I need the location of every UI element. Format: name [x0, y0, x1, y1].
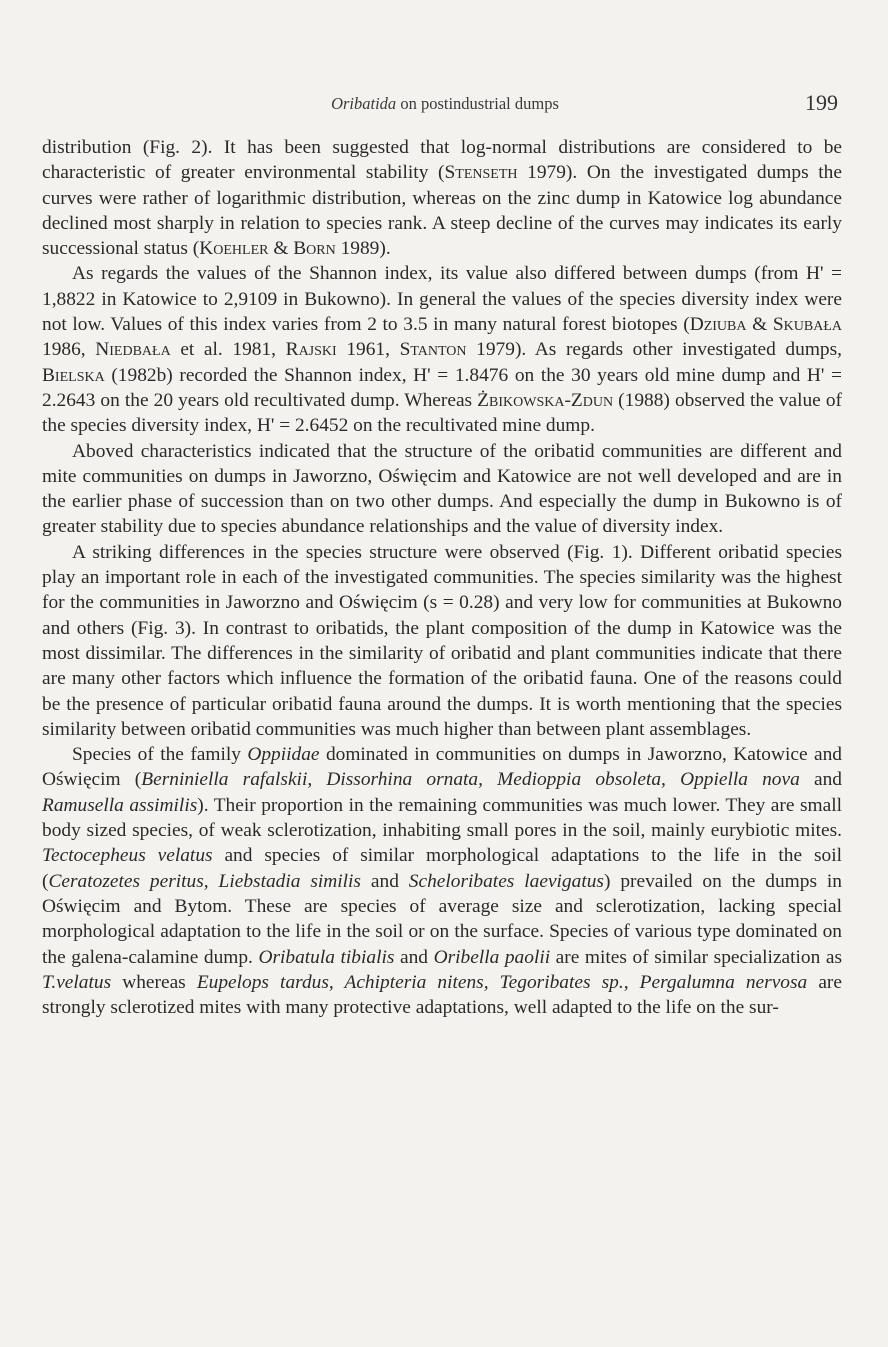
species-name: Scheloribates laevigatus — [408, 870, 604, 892]
paragraph-text: dominated in communities on dumps in Jaworzno, Katowice and Oświęcim ( — [42, 744, 842, 791]
running-title-text: on postindustrial dumps — [396, 94, 559, 113]
paragraph-text: are mites of similar specialization as — [550, 946, 842, 968]
species-name: Ceratozetes peritus, Liebstadia similis — [48, 870, 361, 892]
paragraph-text: Species of the family — [72, 744, 248, 766]
species-name: Tectocepheus velatus — [42, 845, 213, 867]
paragraph-text: are strongly sclerotized mites with many protective adaptations, well adapted to the life on the sur- — [42, 971, 843, 1019]
paragraph-text: A striking differences in the species structure were observed (Fig. 1). Different oribatid species play an important role in each of the investigated communities. The species similarity was the highest for the communities in Jaworzno and Oświęcim (s = 0.28) and very low for communities at Bukowno and others (Fig. 3). In contrast to oribatids, the plant composition of the dump in Katowice was the most dissimilar. The differences in the similarity of oribatid and plant communities indicate that there are many other factors which influence the formation of the oribatid fauna. One of the reasons could be the presence of particular oribatid fauna around the dumps. It is worth mentioning that the species similarity between oribatid communities was much higher than between plant assemblages. — [42, 541, 842, 740]
paragraph-text: and — [394, 946, 434, 968]
running-title — [42, 94, 848, 114]
paragraph-text: & — [746, 314, 773, 336]
author-citation: Bielska — [42, 364, 105, 386]
paragraph-text: and species of similar morphological adaptations to the life in the soil ( — [42, 845, 842, 892]
paragraph-text: ). Their proportion in the remaining communities was much lower. They are small body sized species, of weak sclerotization, inhabiting small pores in the soil, mainly eurybiotic mites. — [42, 794, 842, 842]
body-paragraph — [42, 540, 842, 742]
species-name: Berniniella rafalskii, Dissorhina ornata, Medioppia obsoleta, Oppiella nova — [141, 769, 800, 791]
paragraph-text: 1979). On the investigated dumps the curves were rather of logarithmic distribution, whereas on the zinc dump in Katowice log abundance declined most sharply in relation to species rank. A steep decline of the curves may indicates its early successional status ( — [42, 162, 842, 260]
paragraph-text: Aboved characteristics indicated that the structure of the oribatid communities are different and mite communities on dumps in Jaworzno, Oświęcim and Katowice are not well developed and are in the earlier phase of succession than on two other dumps. And especially the dump in Bukowno is of greater stability due to species abundance relationships and the value of diversity index. — [42, 440, 842, 538]
author-citation: Born — [293, 238, 336, 260]
paragraph-text: and — [360, 870, 409, 892]
author-citation: Dziuba — [689, 314, 747, 336]
article-body — [42, 135, 842, 1020]
page-header — [42, 90, 848, 120]
author-citation: Stenseth — [444, 162, 518, 184]
author-citation: Niedbała — [95, 339, 171, 361]
paragraph-text: (1982b) recorded the Shannon index, H' = 1.8476 on the 30 years old mine dump and H' = 2.2643 on the 20 years old recultivated dump. Whereas — [42, 364, 842, 411]
body-paragraph — [42, 742, 842, 1020]
page-number: 199 — [805, 90, 838, 115]
body-paragraph — [42, 135, 842, 261]
paragraph-text: 1986, — [42, 339, 96, 361]
author-citation: Skubała — [772, 314, 843, 336]
author-citation: Rajski — [285, 339, 337, 361]
paragraph-text: 1979). As regards other investigated dumps, — [466, 339, 842, 361]
paragraph-text: & — [268, 238, 294, 260]
species-name: Ramusella assimilis — [42, 794, 198, 816]
paragraph-text: As regards the values of the Shannon index, its value also differed between dumps (from H' = 1,8822 in Katowice to 2,9109 in Bukowno). In general the values of the species diversity index were not low. Values of this index varies from 2 to 3.5 in many natural forest biotopes ( — [42, 263, 842, 336]
species-name: T.velatus — [42, 971, 112, 993]
paragraph-text: (1988) observed the value of the species diversity index, H' = 2.6452 on the recultivated mine dump. — [42, 389, 842, 437]
running-title-taxon: Oribatida — [331, 94, 397, 113]
species-name: Eupelops tardus, Achipteria nitens, Tegoribates sp., Pergalumna nervosa — [196, 971, 808, 993]
author-citation: Stanton — [399, 339, 467, 361]
species-name: Oppiidae — [247, 744, 320, 766]
body-paragraph — [42, 439, 842, 540]
paragraph-text: whereas — [111, 971, 197, 993]
author-citation: Żbikowska-Zdun — [477, 389, 614, 411]
author-citation: Koehler — [199, 238, 269, 260]
paragraph-text: and — [799, 769, 842, 791]
paragraph-text: ) prevailed on the dumps in Oświęcim and Bytom. These are species of average size and sclerotization, lacking special morphological adaptation to the life in the soil or on the surface. Species of various type dominated on the galena-calamine dump. — [42, 870, 842, 968]
body-paragraph — [42, 261, 842, 438]
species-name: Oribatula tibialis — [258, 946, 395, 968]
species-name: Oribella paolii — [433, 946, 551, 968]
paragraph-text: 1989). — [335, 238, 391, 260]
paragraph-text: distribution (Fig. 2). It has been suggested that log-normal distributions are considered to be characteristic of greater environmental stability ( — [42, 137, 842, 184]
paragraph-text: 1961, — [336, 339, 400, 361]
paragraph-text: et al. 1981, — [170, 339, 286, 361]
